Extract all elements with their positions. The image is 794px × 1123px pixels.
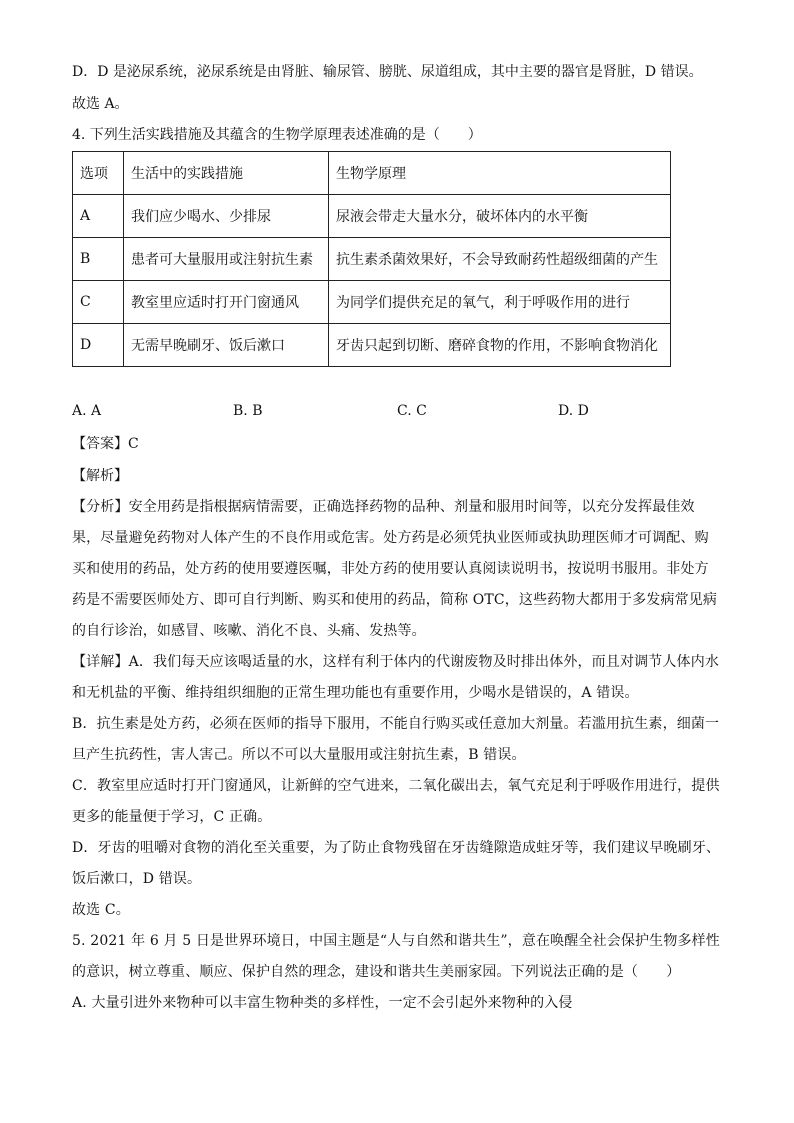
- detail-c-paragraph: C．教室里应适时打开门窗通风，让新鲜的空气进来，二氧化碳出去，氧气充足利于呼吸作用进行，提供更多的能量便于学习，C 正确。: [72, 777, 720, 825]
- table-row: [73, 195, 671, 238]
- question-4-title: 4. 下列生活实践措施及其蕴含的生物学原理表述准确的是（ ）: [72, 127, 482, 143]
- option-b: B. B: [233, 403, 263, 419]
- table-cell-principle: 抗生素杀菌效果好，不会导致耐药性超级细菌的产生: [329, 238, 671, 281]
- table-cell-principle: 尿液会带走大量水分，破坏体内的水平衡: [329, 195, 671, 238]
- table-cell-practice: 无需早晚刷牙、饭后漱口: [124, 324, 329, 367]
- table-header-row: [73, 152, 671, 195]
- table-cell-practice: 我们应少喝水、少排尿: [124, 195, 329, 238]
- table-row: [73, 238, 671, 281]
- answer-label: 【答案】: [72, 436, 128, 452]
- option-a: A. A: [72, 403, 102, 419]
- detail-a-paragraph: 【详解】A．我们每天应该喝适量的水，这样有利于体内的代谢废物及时排出体外，而且对调节人体内水和无机盐的平衡、维持组织细胞的正常生理功能也有重要作用，少喝水是错误的，A 错误。: [72, 653, 720, 701]
- table-header-cell: 选项: [73, 152, 124, 195]
- question-4-table: [72, 151, 671, 367]
- table-cell-principle: 为同学们提供充足的氧气，利于呼吸作用的进行: [329, 281, 671, 324]
- question-4-conclusion: 故选 C。: [72, 901, 130, 918]
- question-5-stem: 5. 2021 年 6 月 5 日是世界环境日，中国主题是“人与自然和谐共生”，意在唤醒全社会保护生物多样性的意识，树立尊重、顺应、保护自然的理念，建设和谐共生美丽家园。下列说法正确的是（ ）: [72, 932, 720, 980]
- table-cell-option: B: [73, 238, 124, 281]
- prev-option-d-explanation: D．D 是泌尿系统，泌尿系统是由肾脏、输尿管、膀胱、尿道组成，其中主要的器官是肾脏，D 错误。: [72, 64, 703, 80]
- answer-value: C: [128, 436, 139, 452]
- table-cell-option: A: [73, 195, 124, 238]
- table-cell-principle: 牙齿只起到切断、磨碎食物的作用，不影响食物消化: [329, 324, 671, 367]
- table-cell-option: D: [73, 324, 124, 367]
- question-5-option-a: A. 大量引进外来物种可以丰富生物种类的多样性，一定不会引起外来物种的入侵: [72, 994, 573, 1011]
- answer-line: [72, 434, 722, 454]
- option-c: C. C: [397, 403, 427, 419]
- prev-conclusion: 故选 A。: [72, 95, 129, 112]
- table-row: [73, 324, 671, 367]
- table-header-cell: 生物学原理: [329, 152, 671, 195]
- table-cell-practice: 患者可大量服用或注射抗生素: [124, 238, 329, 281]
- analysis-paragraph: 【分析】安全用药是指根据病情需要，正确选择药物的品种、剂量和服用时间等，以充分发挥最佳效果，尽量避免药物对人体产生的不良作用或危害。处方药是必须凭执业医师或执助理医师才可调配、购买和使用的药品，处方药的使用要遵医嘱，非处方药的使用要认真阅读说明书，按说明书服用。非处方药是不需要医师处方、即可自行判断、购买和使用的药品，简称 OTC，这些药物大都用于多发病常见病的自行诊治，如感冒、咳嗽、消化不良、头痛、发热等。: [72, 498, 718, 639]
- detail-b-paragraph: B．抗生素是处方药，必须在医师的指导下服用，不能自行购买或任意加大剂量。若滥用抗生素，细菌一旦产生抗药性，害人害己。所以不可以大量服用或注射抗生素，B 错误。: [72, 715, 720, 763]
- document-page: [72, 62, 722, 1019]
- table-header-cell: 生活中的实践措施: [124, 152, 329, 195]
- table-cell-practice: 教室里应适时打开门窗通风: [124, 281, 329, 324]
- option-d: D. D: [558, 403, 589, 419]
- table-row: [73, 281, 671, 324]
- question-4-options: [72, 403, 722, 423]
- detail-d-paragraph: D．牙齿的咀嚼对食物的消化至关重要，为了防止食物残留在牙齿缝隙造成蛀牙等，我们建议早晚刷牙、饭后漱口，D 错误。: [72, 839, 721, 887]
- analysis-label: 【解析】: [72, 467, 128, 484]
- table-cell-option: C: [73, 281, 124, 324]
